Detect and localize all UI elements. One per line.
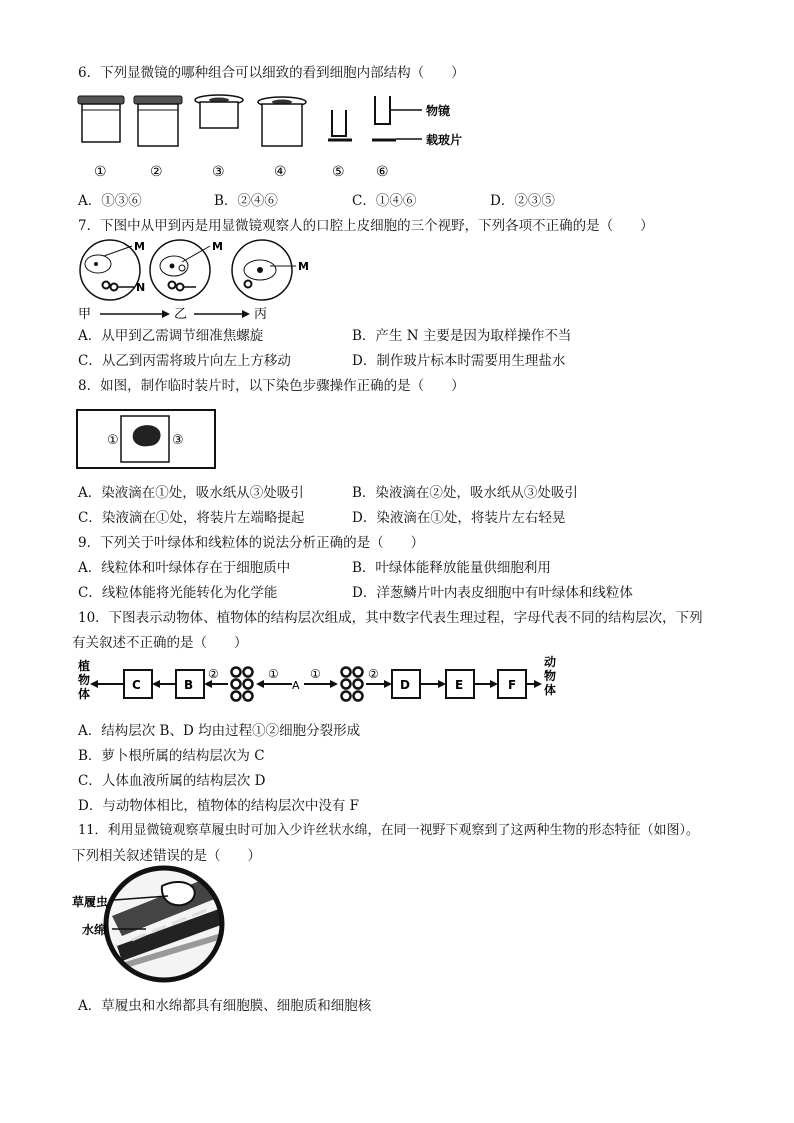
fig-label-3: ③ — [212, 164, 225, 180]
q10-plant-cells-icon — [232, 668, 253, 701]
q10-option-b[interactable]: B．萝卜根所属的结构层次为 C — [78, 748, 265, 764]
fig-label-6: ⑥ — [376, 164, 389, 180]
q7-label-bing: 丙 — [254, 307, 268, 322]
q11-stem-line-1: 11．利用显微镜观察草履虫时可加入少许丝状水绵，在同一视野下观察到了这两种生物的形态特征（如图）。 — [78, 823, 700, 838]
eyepiece-1-icon — [78, 96, 124, 142]
q8-option-c[interactable]: C．染液滴在①处，将装片左端略提起 — [78, 510, 305, 526]
slide-label: 载玻片 — [426, 133, 463, 147]
q7-label-jia: 甲 — [78, 307, 92, 322]
q10-animal-char-3: 体 — [544, 683, 557, 697]
q7-option-c[interactable]: C．从乙到丙需将玻片向左上方移动 — [78, 353, 291, 369]
q10-animal-cells-icon — [342, 668, 363, 701]
q10-plant-char-3: 体 — [78, 687, 91, 701]
q7-option-b[interactable]: B．产生 N 主要是因为取样操作不当 — [352, 328, 572, 344]
q10-plant-char-1: 植 — [78, 659, 91, 673]
q11-micrograph-figure — [72, 866, 232, 986]
q7-label-m2: M — [212, 240, 223, 253]
fig-label-4: ④ — [274, 164, 287, 180]
q10-cell-a: A — [292, 679, 300, 692]
q7-field-of-view-figure — [70, 240, 330, 320]
q11-stem-line-2: 下列相关叙述错误的是（ ） — [72, 848, 261, 864]
q7-label-yi: 乙 — [174, 307, 188, 322]
q8-stem: 8．如图，制作临时装片时，以下染色步骤操作正确的是（ ） — [78, 378, 465, 394]
q6-option-a[interactable]: A．①③⑥ — [78, 193, 142, 209]
fig-label-1: ① — [94, 164, 107, 180]
q10-animal-char-2: 物 — [544, 669, 557, 683]
q8-label-1: ① — [107, 433, 119, 448]
objective-4-icon — [258, 97, 306, 146]
eyepiece-2-icon — [134, 96, 182, 146]
q10-option-c[interactable]: C．人体血液所属的结构层次 D — [78, 773, 266, 789]
q10-animal-process-2: ② — [368, 667, 379, 681]
q10-animal-char-1: 动 — [544, 655, 557, 669]
q9-option-c[interactable]: C．线粒体能将光能转化为化学能 — [78, 585, 278, 601]
q10-option-d[interactable]: D．与动物体相比，植物体的结构层次中没有 F — [78, 798, 359, 814]
q10-plant-process-2: ② — [208, 667, 219, 681]
q11-label-paramecium: 草履虫 — [72, 895, 109, 909]
q10-box-b: B — [184, 678, 194, 692]
q10-stem-line-1: 10．下图表示动物体、植物体的结构层次组成，其中数字代表生理过程，字母代表不同的结构层次，下列 — [78, 610, 703, 626]
q8-label-3: ③ — [172, 433, 184, 448]
q10-box-c: C — [132, 678, 141, 692]
q7-option-a[interactable]: A．从甲到乙需调节细准焦螺旋 — [78, 328, 264, 344]
fig-label-2: ② — [150, 164, 163, 180]
q9-stem: 9．下列关于叶绿体和线粒体的说法分析正确的是（ ） — [78, 535, 425, 551]
q10-animal-label — [544, 654, 556, 697]
lens-slide-5-icon — [328, 110, 352, 140]
q9-option-a[interactable]: A．线粒体和叶绿体存在于细胞质中 — [78, 560, 291, 576]
q10-plant-char-2: 物 — [78, 673, 91, 687]
q6-microscope-lenses-figure — [70, 92, 490, 182]
q8-slide-figure — [77, 410, 217, 470]
q10-structural-levels-figure — [74, 656, 564, 716]
q6-option-b[interactable]: B．②④⑥ — [214, 193, 278, 209]
q6-option-d[interactable]: D．②③⑤ — [490, 193, 555, 209]
lens-slide-6-icon — [372, 96, 422, 140]
q8-option-b[interactable]: B．染液滴在②处，吸水纸从③处吸引 — [352, 485, 578, 501]
q10-plant-label — [78, 658, 90, 701]
q10-plant-process-1: ① — [268, 667, 279, 681]
q10-box-e: E — [455, 678, 464, 692]
q8-option-d[interactable]: D．染液滴在①处，将装片左右轻晃 — [352, 510, 566, 526]
q6-stem: 6．下列显微镜的哪种组合可以细致的看到细胞内部结构（ ） — [78, 65, 465, 81]
q7-label-n: N — [136, 281, 146, 294]
q7-label-m1: M — [134, 240, 145, 253]
q10-stem-line-2: 有关叙述不正确的是（ ） — [72, 635, 248, 651]
q9-option-b[interactable]: B．叶绿体能释放能量供细胞利用 — [352, 560, 551, 576]
q7-stem: 7．下图中从甲到丙是用显微镜观察人的口腔上皮细胞的三个视野，下列各项不正确的是（ ） — [78, 218, 654, 234]
q10-animal-process-1: ① — [310, 667, 321, 681]
q10-option-a[interactable]: A．结构层次 B、D 均由过程①②细胞分裂形成 — [78, 723, 361, 739]
q10-box-d: D — [400, 678, 410, 692]
q7-option-d[interactable]: D．制作玻片标本时需要用生理盐水 — [352, 353, 566, 369]
q7-label-m3: M — [298, 260, 309, 273]
objective-label: 物镜 — [426, 104, 451, 118]
objective-3-icon — [195, 95, 243, 128]
q10-box-f: F — [508, 678, 517, 692]
fig-label-5: ⑤ — [332, 164, 345, 180]
q6-option-c[interactable]: C．①④⑥ — [352, 193, 417, 209]
q9-option-d[interactable]: D．洋葱鳞片叶内表皮细胞中有叶绿体和线粒体 — [352, 585, 633, 601]
q11-label-spirogyra: 水绵 — [82, 923, 107, 937]
q8-option-a[interactable]: A．染液滴在①处，吸水纸从③处吸引 — [78, 485, 304, 501]
q11-option-a[interactable]: A．草履虫和水绵都具有细胞膜、细胞质和细胞核 — [78, 998, 372, 1014]
